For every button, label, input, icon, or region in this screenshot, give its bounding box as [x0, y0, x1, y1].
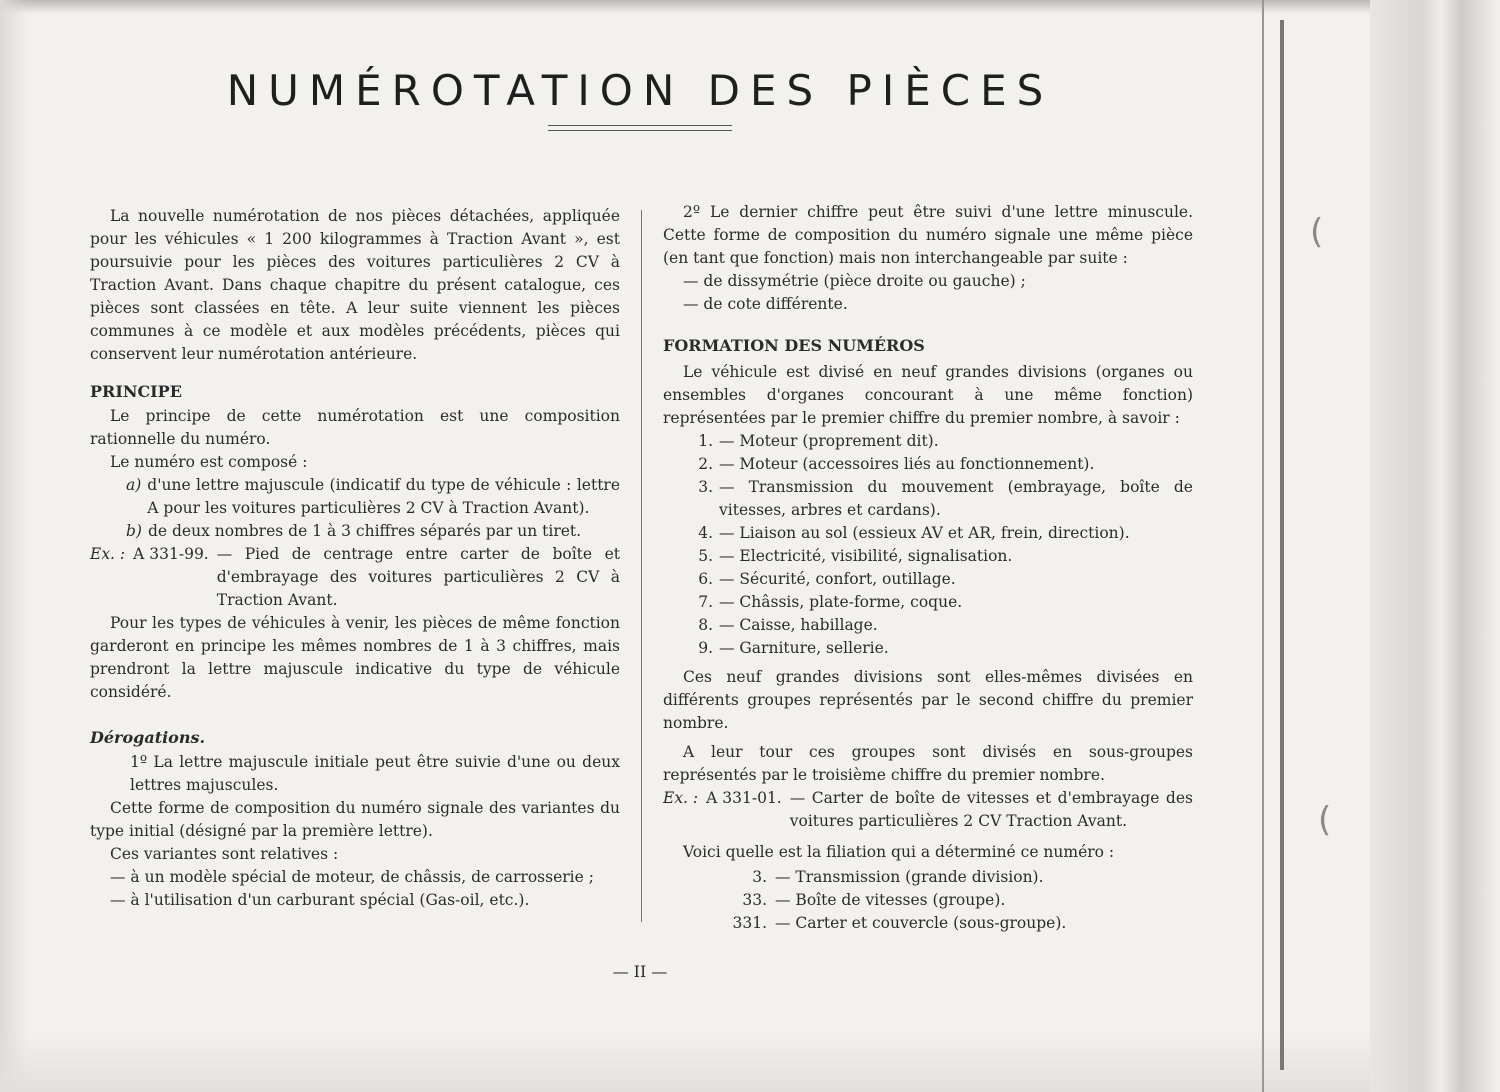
division-item: [663, 591, 1193, 614]
item-text: de deux nombres de 1 à 3 chiffres séparés par un tiret.: [147, 522, 582, 540]
example-label: Ex. :: [663, 789, 699, 807]
dissymetrie-item: — de dissymétrie (pièce droite ou gauche) ;: [683, 272, 1026, 290]
variante-item: — à un modèle spécial de moteur, de châssis, de carrosserie ;: [110, 868, 594, 886]
example-text: — Pied de centrage entre carter de boîte et d'embrayage des voitures particulières 2 CV à Traction Avant.: [216, 545, 620, 609]
page-bottom-shadow: [0, 1032, 1500, 1092]
example-text: — Carter de boîte de vitesses et d'embrayage des voitures particulières 2 CV Traction Avant.: [789, 789, 1193, 830]
binding-line: [1262, 0, 1264, 1092]
filiation-list: [663, 866, 1193, 935]
compose-line: Le numéro est composé :: [110, 453, 308, 471]
division-item: [663, 453, 1193, 476]
item-text: d'une lettre majuscule (indicatif du type de véhicule : lettre A pour les voitures particulières 2 CV à Traction Avant).: [147, 476, 620, 517]
division-item: [663, 614, 1193, 637]
future-paragraph: Pour les types de véhicules à venir, les pièces de même fonction garderont en principe les mêmes nombres de 1 à 3 chiffres, mais prendront la lettre majuscule indicative du type de véhicule considéré.: [90, 614, 620, 701]
division-text: — Moteur (proprement dit).: [719, 432, 939, 450]
title-rule: [548, 130, 732, 131]
division-number: 6.: [698, 570, 713, 588]
formation-heading: FORMATION DES NUMÉROS: [663, 336, 925, 355]
filiation-text: — Boîte de vitesses (groupe).: [775, 891, 1006, 909]
example: [90, 543, 620, 612]
division-text: — Sécurité, confort, outillage.: [719, 570, 956, 588]
division-text: — Liaison au sol (essieux AV et AR, frein, direction).: [719, 524, 1130, 542]
variantes-line: Ces variantes sont relatives :: [110, 845, 339, 863]
filiation-text: — Carter et couvercle (sous-groupe).: [775, 914, 1067, 932]
division-text: — Caisse, habillage.: [719, 616, 878, 634]
left-column: [90, 205, 620, 912]
divisions-list: [663, 430, 1193, 660]
principe-paragraph: Le principe de cette numérotation est une composition rationnelle du numéro.: [90, 407, 620, 448]
ring-hole-mark: (: [1310, 212, 1324, 252]
filiation-number: 3.: [752, 868, 767, 886]
intro-paragraph: La nouvelle numérotation de nos pièces détachées, appliquée pour les véhicules « 1 200 kilogrammes à Traction Avant », est poursuivie pour les pièces des voitures particulières 2 CV à Traction Avant. Dans chaque chapitre du présent catalogue, ces pièces sont classées en tête. A leur suite viennent les pièces communes à ce modèle et aux modèles précédents, pièces qui conservent leur numérotation antérieure.: [90, 207, 620, 363]
division-text: — Châssis, plate-forme, coque.: [719, 593, 963, 611]
derogation-1: 1º La lettre majuscule initiale peut être suivie d'une ou deux lettres majuscules.: [130, 753, 620, 794]
division-item: [663, 545, 1193, 568]
page-number: — II —: [612, 962, 668, 981]
filiation-number: 33.: [742, 891, 767, 909]
list-item: [90, 474, 620, 520]
example-code: A 331-99.: [133, 545, 209, 563]
division-item: [663, 476, 1193, 522]
derogation-2: 2º Le dernier chiffre peut être suivi d'une lettre minuscule. Cette forme de composition du numéro signale une même pièce (en tant que fonction) mais non interchangeable par suite :: [663, 203, 1193, 267]
variante-item: — à l'utilisation d'un carburant spécial (Gas-oil, etc.).: [110, 891, 530, 909]
division-number: 7.: [698, 593, 713, 611]
division-item: [663, 430, 1193, 453]
division-text: — Electricité, visibilité, signalisation.: [719, 547, 1013, 565]
division-number: 3.: [698, 478, 713, 496]
page-title: NUMÉROTATION DES PIÈCES: [226, 66, 1054, 116]
example-label: Ex. :: [90, 545, 126, 563]
division-item: [663, 637, 1193, 660]
sous-groupes-paragraph: A leur tour ces groupes sont divisés en sous-groupes représentés par le troisième chiffre du premier nombre.: [663, 743, 1193, 784]
title-rule: [548, 125, 732, 126]
page-left-shadow: [0, 0, 28, 1092]
principe-heading: PRINCIPE: [90, 382, 182, 401]
item-label: b): [126, 522, 142, 540]
cote-item: — de cote différente.: [683, 295, 848, 313]
division-text: — Moteur (accessoires liés au fonctionnement).: [719, 455, 1095, 473]
filiation-item: [663, 912, 1193, 935]
division-text: — Transmission du mouvement (embrayage, boîte de vitesses, arbres et cardans).: [719, 478, 1193, 519]
binding-line: [1280, 20, 1284, 1070]
page-top-shadow: [0, 0, 1500, 14]
example: [663, 787, 1193, 833]
division-number: 2.: [698, 455, 713, 473]
item-label: a): [126, 476, 142, 494]
example-code: A 331-01.: [706, 789, 782, 807]
filiation-line: Voici quelle est la filiation qui a déterminé ce numéro :: [683, 843, 1115, 861]
derogation-1-paragraph: Cette forme de composition du numéro signale des variantes du type initial (désigné par la première lettre).: [90, 799, 620, 840]
division-number: 5.: [698, 547, 713, 565]
column-separator: [641, 210, 642, 922]
division-number: 9.: [698, 639, 713, 657]
division-number: 8.: [698, 616, 713, 634]
groupes-paragraph: Ces neuf grandes divisions sont elles-mêmes divisées en différents groupes représentés par le second chiffre du premier nombre.: [663, 668, 1193, 732]
division-number: 1.: [698, 432, 713, 450]
division-item: [663, 522, 1193, 545]
division-number: 4.: [698, 524, 713, 542]
page-binding-edge: [1370, 0, 1500, 1092]
division-text: — Garniture, sellerie.: [719, 639, 889, 657]
filiation-number: 331.: [732, 914, 767, 932]
list-item: [90, 520, 620, 543]
division-item: [663, 568, 1193, 591]
right-column: [663, 201, 1193, 935]
derogations-heading: Dérogations.: [90, 728, 206, 747]
filiation-text: — Transmission (grande division).: [775, 868, 1044, 886]
formation-paragraph: Le véhicule est divisé en neuf grandes divisions (organes ou ensembles d'organes concourant à une même fonction) représentées par le premier chiffre du premier nombre, à savoir :: [663, 363, 1193, 427]
filiation-item: [663, 866, 1193, 889]
ring-hole-mark: (: [1318, 800, 1332, 840]
filiation-item: [663, 889, 1193, 912]
